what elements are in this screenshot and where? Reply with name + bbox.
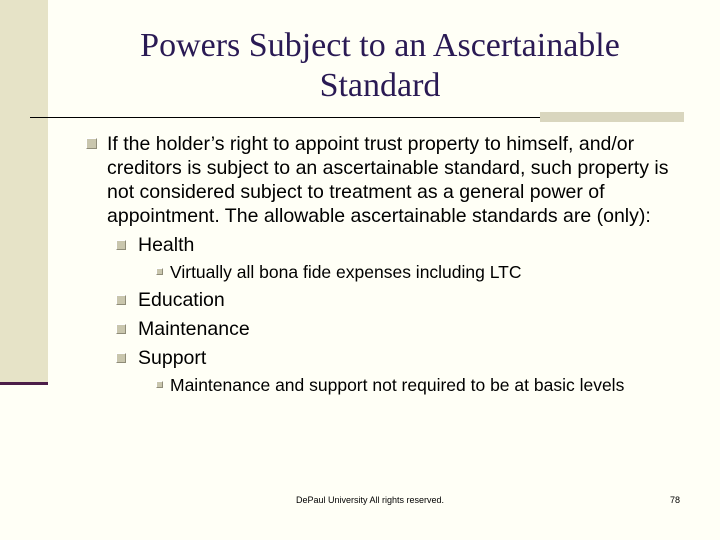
standard-item-health	[86, 233, 686, 257]
side-accent-line	[0, 382, 48, 385]
square-bullet-icon	[116, 295, 126, 305]
square-bullet-icon	[156, 381, 163, 388]
standard-item-education	[86, 288, 686, 312]
title-divider	[30, 117, 540, 118]
standard-item-support	[86, 346, 686, 370]
standard-detail-health	[86, 261, 686, 283]
title-divider-accent	[540, 112, 684, 122]
square-bullet-icon	[116, 324, 126, 334]
standard-label: Support	[138, 347, 207, 369]
page-number: 78	[669, 495, 680, 505]
square-bullet-icon	[86, 138, 97, 149]
main-bullet-text: If the holder’s right to appoint trust property to himself, and/or creditors is subject to an ascertainable standard, such property is not considered subject to treatment as a general power of appointment. The allowable ascertainable standards are (only):	[107, 133, 669, 227]
standard-detail-support	[86, 374, 686, 396]
standard-detail-text: Virtually all bona fide expenses including LTC	[170, 262, 522, 282]
standard-label: Maintenance	[138, 318, 250, 340]
slide-body	[86, 132, 686, 396]
standard-label: Health	[138, 234, 195, 256]
side-accent-bar	[0, 0, 48, 384]
slide-footer: DePaul University All rights reserved.	[296, 495, 445, 505]
standard-item-maintenance	[86, 317, 686, 341]
square-bullet-icon	[116, 240, 126, 250]
slide-title: Powers Subject to an Ascertainable Standard	[140, 27, 620, 104]
main-bullet	[86, 132, 686, 228]
square-bullet-icon	[156, 268, 163, 275]
standard-label: Education	[138, 289, 225, 311]
square-bullet-icon	[116, 353, 126, 363]
standard-detail-text: Maintenance and support not required to be at basic levels	[170, 375, 625, 395]
